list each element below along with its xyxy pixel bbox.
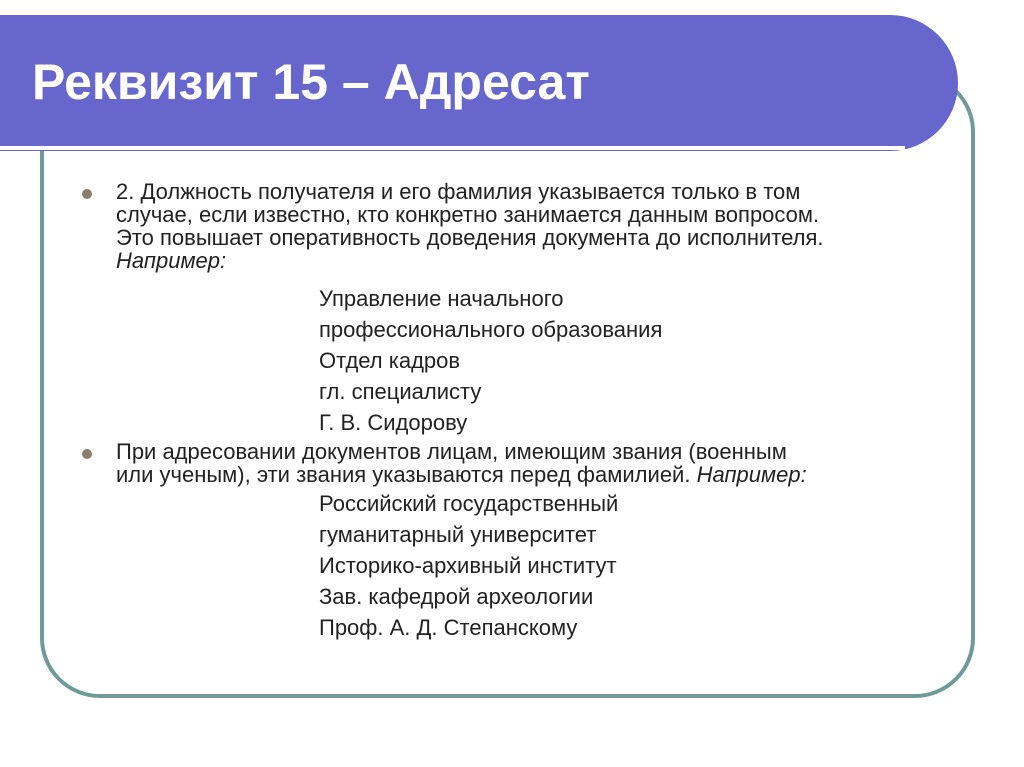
- title-underline: [0, 146, 905, 150]
- bullet-item-2: [80, 440, 960, 643]
- example-address-block: [319, 283, 960, 438]
- slide-title: Реквизит 15 – Адресат: [32, 54, 590, 110]
- slide-body: [80, 180, 960, 643]
- bullet-item-1: [80, 180, 960, 438]
- example-line: Зав. кафедрой археологии: [319, 584, 594, 609]
- paragraph-line: При адресовании документов лицам, имеющим звания (военным: [116, 439, 787, 464]
- paragraph-line: случае, если известно, кто конкретно занимается данным вопросом.: [116, 202, 820, 227]
- example-line: Г. В. Сидорову: [319, 410, 468, 435]
- paragraph-line: Это повышает оперативность доведения документа до исполнителя.: [116, 225, 824, 250]
- example-line: Отдел кадров: [319, 348, 461, 373]
- example-line: Российский государственный: [319, 491, 619, 516]
- paragraph-line: 2. Должность получателя и его фамилия указывается только в том: [116, 179, 801, 204]
- paragraph-line: [116, 463, 960, 486]
- example-label: Например:: [116, 248, 227, 273]
- example-line: профессионального образования: [319, 317, 663, 342]
- example-line: Проф. А. Д. Степанскому: [319, 615, 578, 640]
- title-bar: [0, 15, 958, 151]
- bullet-icon: [82, 189, 92, 199]
- example-address-block: [319, 488, 960, 643]
- example-label: Например:: [696, 462, 807, 487]
- example-line: Историко-архивный институт: [319, 553, 617, 578]
- paragraph-text: или ученым), эти звания указываются перед фамилией.: [116, 462, 691, 487]
- example-line: гл. специалисту: [319, 379, 482, 404]
- example-line: гуманитарный университет: [319, 522, 597, 547]
- example-line: Управление начального: [319, 286, 564, 311]
- bullet-icon: [82, 449, 92, 459]
